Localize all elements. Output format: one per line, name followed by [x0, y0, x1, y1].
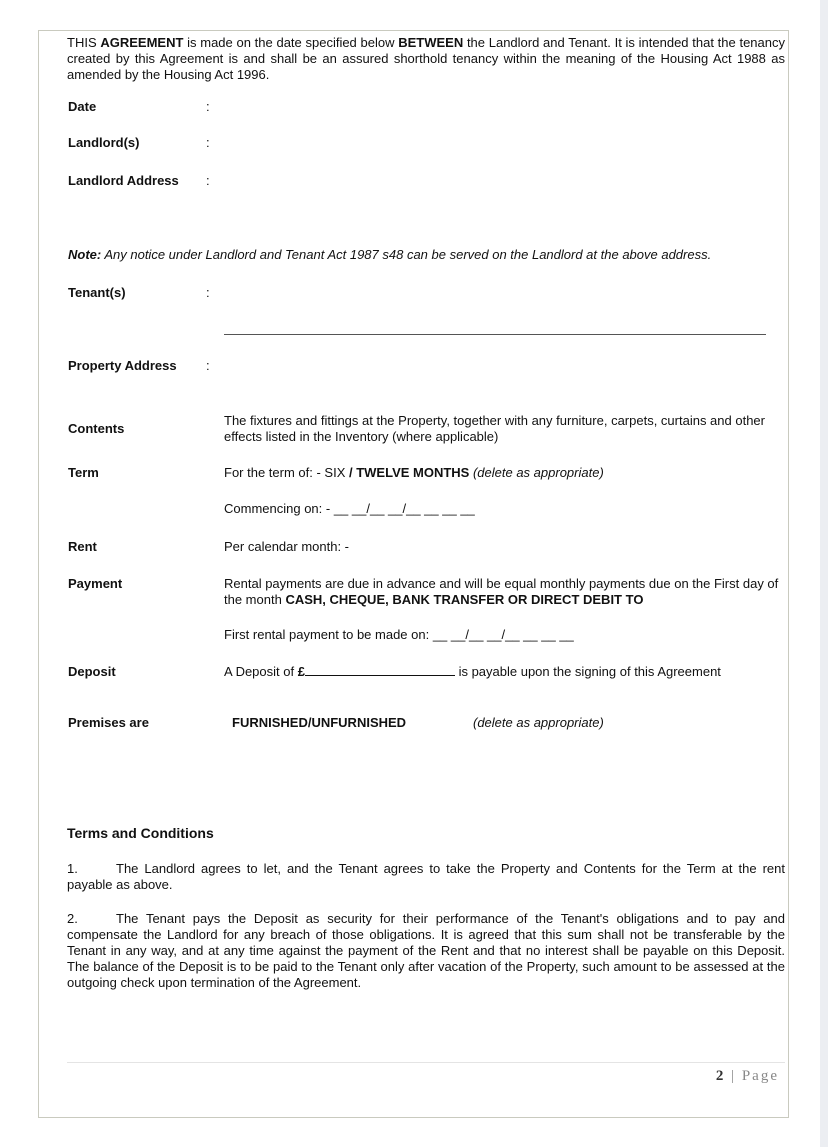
deposit-prefix: A Deposit of: [224, 664, 298, 679]
property-address-label: Property Address: [68, 358, 177, 373]
page-word: Page: [741, 1068, 779, 1084]
rent-label: Rent: [68, 539, 97, 554]
term-prefix: For the term of: - SIX: [224, 465, 349, 480]
term-item-text: The Tenant pays the Deposit as security for their performance of the Tenant's obligations and to pay and compensate the Landlord for any breach of those obligations. It is agreed that this sum shall not be transferable by the Tenant in any way, and at any time against the payment of the Rent and that no interest shall be payable on this Deposit. The balance of the Deposit is to be paid to the Tenant only after vacation of the Property, such amount to be assessed at the outgoing check upon termination of the Agreement.: [67, 911, 785, 990]
premises-note: (delete as appropriate): [473, 715, 604, 730]
terms-heading: Terms and Conditions: [67, 825, 214, 841]
tenants-blank-line: [224, 334, 766, 335]
term-item-number: 2.: [67, 911, 78, 926]
term-text: [224, 465, 604, 481]
commencing-text: Commencing on: - __ __/__ __/__ __ __ __: [224, 501, 475, 516]
intro-text: is made on the date specified below: [183, 35, 399, 50]
tenants-colon: :: [206, 285, 210, 300]
intro-text: THIS: [67, 35, 101, 50]
term-item-text: The Landlord agrees to let, and the Tenant agrees to take the Property and Contents for the Term at the rent payable as above.: [67, 861, 785, 892]
note-label: Note:: [68, 247, 102, 262]
contents-text: The fixtures and fittings at the Property, together with any furniture, carpets, curtains and other effects listed in the Inventory (where applicable): [224, 413, 765, 444]
term-suffix: (delete as appropriate): [469, 465, 604, 480]
tenants-label: Tenant(s): [68, 285, 126, 300]
intro-bold: BETWEEN: [398, 35, 464, 50]
payment-methods: CASH, CHEQUE, BANK TRANSFER OR DIRECT DEBIT TO: [285, 592, 644, 607]
landlords-colon: :: [206, 135, 210, 150]
footer-divider: [67, 1062, 785, 1063]
term-item-1: [67, 861, 785, 893]
intro-paragraph: [67, 35, 785, 83]
deposit-text: [224, 664, 721, 680]
page-number: [716, 1068, 779, 1085]
term-item-2: [67, 911, 785, 991]
date-colon: :: [206, 99, 210, 114]
landlord-address-colon: :: [206, 173, 210, 188]
window-edge: [820, 0, 828, 1147]
payment-body: Rental payments are due in advance and will be equal monthly payments due on the First day of the month: [224, 576, 779, 607]
rent-text: Per calendar month: -: [224, 539, 350, 554]
payment-text: [224, 576, 790, 608]
property-address-colon: :: [206, 358, 210, 373]
payment-label: Payment: [68, 576, 123, 591]
term-bold: / TWELVE MONTHS: [348, 465, 470, 480]
date-label: Date: [68, 99, 97, 114]
deposit-label: Deposit: [68, 664, 116, 679]
first-payment-text: First rental payment to be made on: __ __/__ __/__ __ __ __: [224, 627, 574, 642]
page-number-value: 2: [715, 1068, 726, 1084]
deposit-currency: £: [297, 664, 305, 679]
deposit-suffix: is payable upon the signing of this Agreement: [454, 664, 721, 679]
note-body: Any notice under Landlord and Tenant Act 1987 s48 can be served on the Landlord at the above address.: [101, 247, 712, 262]
deposit-blank: [305, 664, 455, 676]
term-item-number: 1.: [67, 861, 78, 876]
landlords-label: Landlord(s): [68, 135, 140, 150]
intro-bold: AGREEMENT: [100, 35, 184, 50]
premises-value: FURNISHED/UNFURNISHED: [232, 715, 407, 730]
landlord-address-label: Landlord Address: [68, 173, 179, 188]
intro-text: the Landlord and Tenant. It is intended that the tenancy created by this Agreement is and shall be an assured shorthold tenancy within the meaning of the Housing Act 1988 as amended by the Housing Act 1996.: [67, 35, 785, 82]
contents-label: Contents: [68, 421, 125, 436]
term-label: Term: [68, 465, 99, 480]
page-separator: |: [725, 1068, 742, 1084]
note-text: [68, 247, 711, 263]
premises-label: Premises are: [68, 715, 149, 730]
